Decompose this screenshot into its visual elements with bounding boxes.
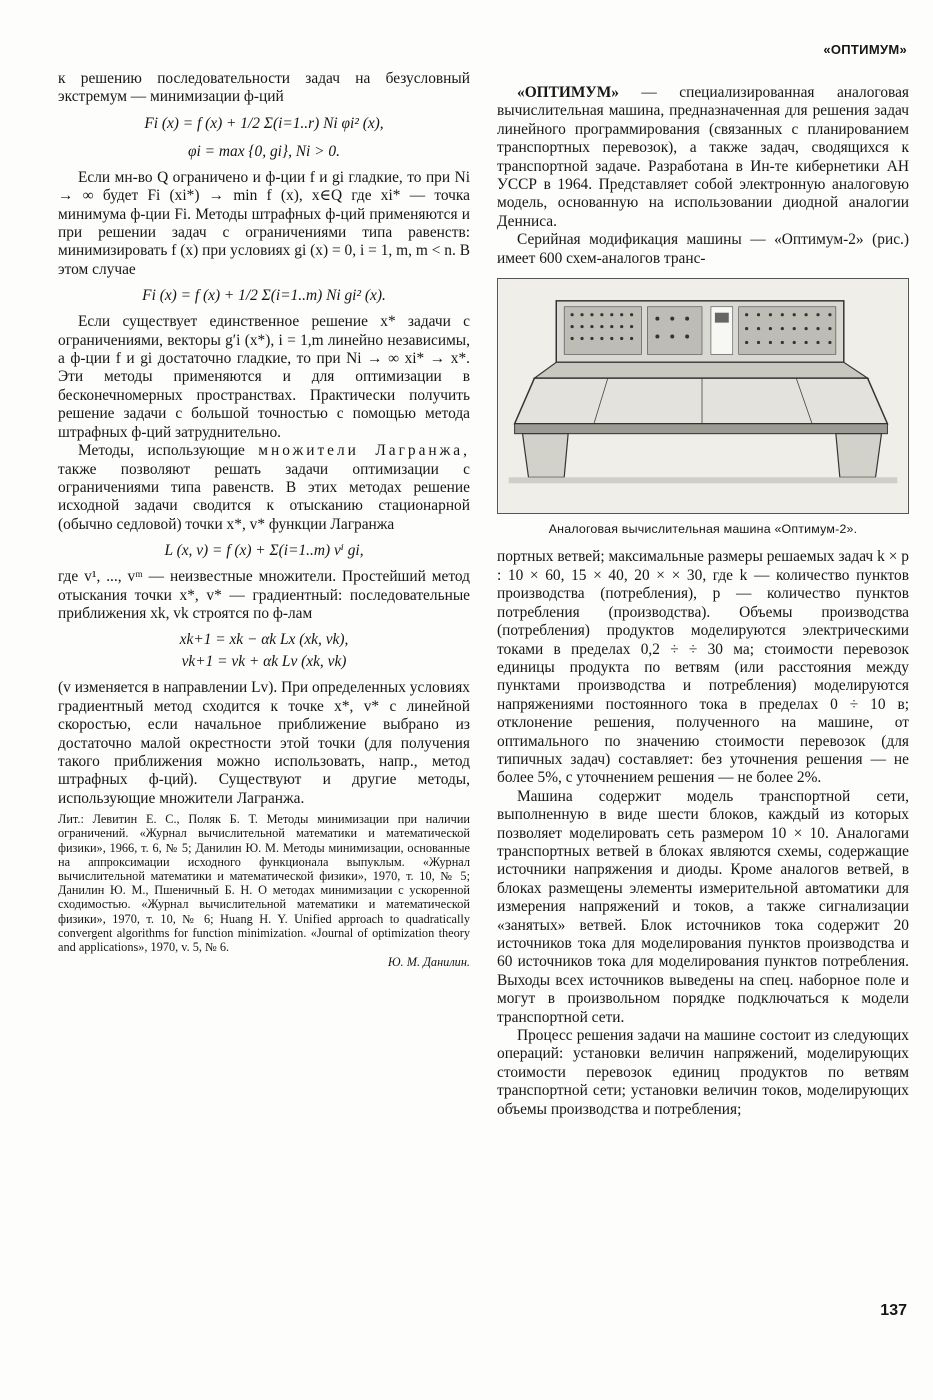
paragraph <box>497 84 909 231</box>
page-number: 137 <box>880 1302 907 1319</box>
formula: Fi (x) = f (x) + 1/2 Σ(i=1..r) Ni φi² (x), <box>144 114 384 132</box>
author-signature: Ю. М. Данилин. <box>387 955 470 970</box>
literature <box>58 812 470 969</box>
paragraph: где v¹, ..., vᵐ — неизвестные множители. Простейший метод отыскания точки x*, v* — градиентный: последовательные приближения xk, vk строятся по ф-лам <box>58 568 470 622</box>
running-head: «ОПТИМУМ» <box>823 42 907 57</box>
formula: xk+1 = xk − αk Lx (xk, vk), <box>179 631 349 649</box>
formula: vk+1 = vk + αk Lv (xk, vk) <box>181 653 347 671</box>
paragraph: (v изменяется в направлении Lv). При определенных условиях градиентный метод сходится к точке x*, v* с линейной скоростью, если начальное приближение выбрано из достаточно малой окрестности этой точки (для получения такого приближения можно использовать, напр., метод штрафных ф-ций). Существуют и другие методы, использующие множители Лагранжа. <box>58 679 470 807</box>
paragraph: Если мн-во Q ограничено и ф-ции f и gi гладкие, то при Ni → ∞ будет Fi (xi*) → min f (x), x∈Q где xi* — точка минимума ф-ции Fi. Методы штрафных ф-ций применяются и при решении задач с ограничениями типа равенств: минимизировать f (x) при условиях gi (x) = 0, i = 1, m, m < n. В этом случае <box>58 168 470 278</box>
paragraph: Машина содержит модель транспортной сети, выполненную в виде шести блоков, каждый из которых позволяет моделировать сеть размером 10 × 10. Аналогами транспортных ветвей в блоках являются схемы, содержащие источники напряжения и диоды. Кроме аналогов ветвей, в блоках размещены элементы измерительной автоматики для измерения напряжений и токов, а также сигнализации «занятых» ветвей. Блок источников тока содержит 20 источников тока для моделирования пунктов производства и 60 источников тока для моделирования пунктов потребления. Выходы всех источников выведены на спец. наборное поле и могут в произвольном порядке подключаться к модели транспортной сети. <box>497 787 909 1026</box>
paragraph-body: также позволяют решать задачи оптимизации с ограничениями типа равенств. В этих методах решение исходной задачи сводится к отысканию стационарной (обычно седловой) точки x*, v* функции Лагранжа <box>58 460 470 533</box>
entry-term: «ОПТИМУМ» <box>517 84 619 101</box>
paragraph: портных ветвей; максимальные размеры решаемых задач k × p : 10 × 60, 15 × 40, 20 × × 30, где k — количество пунктов производства (потребления), p — количество пунктов потребления (производства). Объемы производства (потребления) продуктов моделируются электрическими токами в пределах 0,2 ÷ ÷ 30 ма; стоимости перевозок единицы продукта по ветвям (или расстояния между пунктами производства и потребления) моделируются напряжениями постоянного тока в пределах 0 ÷ 10 в; отклонение решения, полученного на машине, от оптимального по значению стоимости перевозок (для типичных задач) составляет: без уточнения решения — не более 5%, с уточнением решения — не более 2%. <box>497 548 909 787</box>
paragraph <box>58 442 470 534</box>
paragraph: Процесс решения задачи на машине состоит из следующих операций: установки величин напряжений, моделирующих стоимости перевозок единиц продуктов по ветвям транспортной сети; установки величин токов, моделирующих объемы производства и потребления; <box>497 1027 909 1118</box>
literature-text: Лит.: Левитин Е. С., Поляк Б. Т. Методы минимизации при наличии ограничений. «Журнал вычислительной математики и математической физики», 1966, т. 6, № 5; Данилин Ю. М. Методы минимизации, основанные на аппроксимации исходного функционала выпуклым. «Журнал вычислительной математики и математической физики», 1970, т. 10, № 5; Данилин Ю. М., Пшеничный Б. Н. О методах минимизации с ускоренной сходимостью. «Журнал вычислительной математики и математической физики», 1970, т. 10, № 6; Huang H. Y. Unified approach to quadratically convergent algorithms for function minimization. «Journal of optimization theory and applications», 1970, v. 5, № 6. <box>58 812 470 955</box>
figure-caption: Аналоговая вычислительная машина «Оптимум-2». <box>548 522 858 537</box>
right-column <box>497 84 909 1119</box>
left-column <box>58 70 470 969</box>
paragraph-lead: Методы, использующие <box>78 442 245 460</box>
formula: L (x, v) = f (x) + Σ(i=1..m) vⁱ gi, <box>164 542 364 560</box>
paragraph: Серийная модификация машины — «Оптимум-2» (рис.) имеет 600 схем-аналогов транс- <box>497 231 909 267</box>
paragraph: к решению последовательности задач на безусловный экстремум — минимизации ф-ций <box>58 70 470 106</box>
paragraph: Если существует единственное решение x* задачи с ограничениями, векторы g′i (x*), i = 1,m линейно независимы, а ф-ции f и gi достаточно гладкие, то при Ni → ∞ xi* → x*. Эти методы применяются и для оптимизации в бесконечномерных пространствах. Практически получить решение задачи с большой точностью с помощью метода штрафных ф-ций затруднительно. <box>58 313 470 441</box>
formula: Fi (x) = f (x) + 1/2 Σ(i=1..m) Ni gi² (x). <box>142 287 386 305</box>
machine-illustration <box>497 278 909 514</box>
spaced-term: множители Лагранжа, <box>258 442 470 460</box>
formula: φi = max {0, gi}, Ni > 0. <box>188 142 340 160</box>
paragraph-body: — специализированная аналоговая вычислительная машина, предназначенная для решения задач линейного программирования (связанных с планированием транспортных перевозок), а также задач, сводящихся к транспортной задаче. Разработана в Ин-те кибернетики АН УССР в 1964. Представляет собой электронную аналоговую модель, основанную на использовании диодной аналогии Денниса. <box>497 84 909 230</box>
machine-drawing <box>498 279 908 513</box>
